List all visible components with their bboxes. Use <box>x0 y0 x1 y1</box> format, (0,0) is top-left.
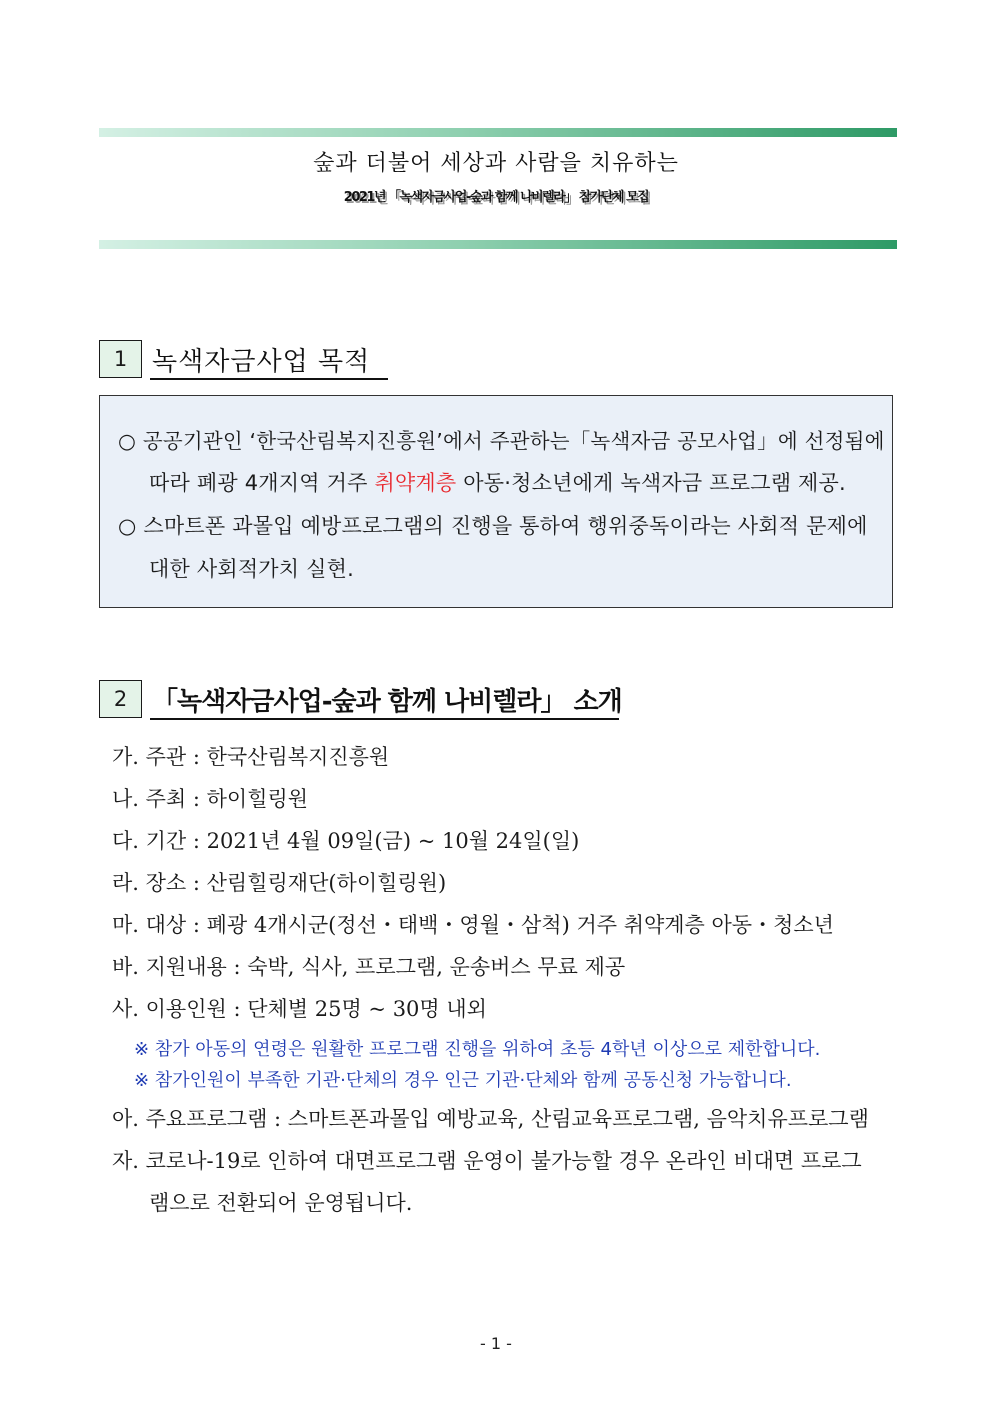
purpose-bullet-2: ○ 스마트폰 과몰입 예방프로그램의 진행을 통하여 행위중독이라는 사회적 문제에 <box>118 514 868 538</box>
circle-bullet-icon: ○ <box>118 429 137 453</box>
section1-title: 녹색자금사업 목적 <box>152 347 371 377</box>
circle-bullet-icon: ○ <box>118 514 137 538</box>
purpose-bullet-1: ○ 공공기관인 ‘한국산림복지진흥원’에서 주관하는「녹색자금 공모사업」에 선정됨에 <box>118 429 885 453</box>
page-title: 2021년 「녹색자금사업-숲과 함께 나비렐라」 참가단체 모집 <box>343 190 649 205</box>
list-item: 라. 장소 : 산림힐링재단(하이힐링원) <box>112 871 447 895</box>
purpose-bullet-2-cont: 대한 사회적가치 실현. <box>149 557 354 581</box>
note-age-limit: ※ 참가 아동의 연령은 원활한 프로그램 진행을 위하여 초등 4학년 이상으로 제한합니다. <box>134 1039 821 1060</box>
list-item: 자. 코로나-19로 인하여 대면프로그램 운영이 불가능할 경우 온라인 비대면 프로그 <box>112 1149 862 1173</box>
section2-number: 2 <box>99 680 142 718</box>
note-joint-application: ※ 참가인원이 부족한 기관·단체의 경우 인근 기관·단체와 함께 공동신청 가능합니다. <box>134 1070 792 1091</box>
list-item-cont: 램으로 전환되어 운영됩니다. <box>149 1191 413 1215</box>
section2-underline <box>150 718 619 720</box>
list-item: 사. 이용인원 : 단체별 25명 ~ 30명 내외 <box>112 997 487 1021</box>
highlight-text: 취약계층 <box>374 471 457 495</box>
section1-number: 1 <box>99 340 142 378</box>
page-number: - 1 - <box>480 1334 512 1353</box>
list-item: 바. 지원내용 : 숙박, 식사, 프로그램, 운송버스 무료 제공 <box>112 955 626 979</box>
header-bottom-bar <box>99 240 897 249</box>
list-item: 나. 주최 : 하이힐링원 <box>112 787 309 811</box>
list-item: 가. 주관 : 한국산림복지진흥원 <box>112 745 390 769</box>
header-subtitle: 숲과 더불어 세상과 사람을 치유하는 <box>313 151 679 176</box>
list-item: 마. 대상 : 폐광 4개시군(정선・태백・영월・삼척) 거주 취약계층 아동・청소년 <box>112 913 834 937</box>
purpose-bullet-1-cont: 따라 폐광 4개지역 거주 취약계층 아동·청소년에게 녹색자금 프로그램 제공. <box>149 471 846 495</box>
list-item: 다. 기간 : 2021년 4월 09일(금) ~ 10월 24일(일) <box>112 829 580 853</box>
list-item: 아. 주요프로그램 : 스마트폰과몰입 예방교육, 산림교육프로그램, 음악치유프로그램 <box>112 1107 869 1131</box>
section2-title: 「녹색자금사업-숲과 함께 나비렐라」 소개 <box>152 687 622 717</box>
section1-underline <box>150 378 388 380</box>
header-top-bar <box>99 128 897 137</box>
